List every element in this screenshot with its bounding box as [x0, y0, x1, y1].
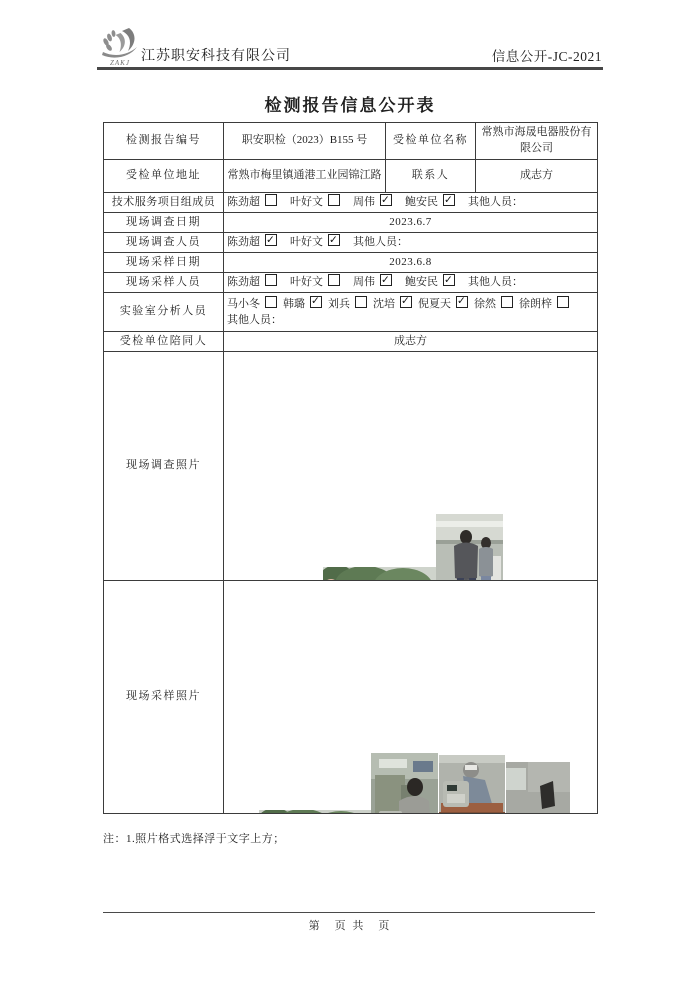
survey-date-label: 现场调查日期: [104, 213, 224, 233]
member-checkbox-unchecked[interactable]: [265, 274, 277, 286]
member-checkbox-checked[interactable]: [380, 274, 392, 286]
others-label: 其他人员：: [468, 196, 523, 209]
member-name: 叶好文: [290, 236, 323, 249]
member-name: 鲍安民: [405, 196, 438, 209]
member-checkbox-unchecked[interactable]: [501, 296, 513, 308]
workbench-instrument-photo: [439, 755, 505, 814]
footnote: 注：1.照片格式选择浮于文字上方；: [103, 833, 285, 845]
survey-staff-cell: [224, 233, 598, 253]
staff-member: [418, 298, 468, 310]
row-project-team: [104, 193, 598, 213]
lab-staff-cell: [224, 293, 598, 332]
member-name: 叶好文: [290, 196, 323, 209]
member-checkbox-checked[interactable]: [443, 194, 455, 206]
page-title: 检测报告信息公开表: [264, 96, 436, 115]
member-checkbox-unchecked[interactable]: [355, 296, 367, 308]
report-no-value: 职安职检（2023）B155 号: [224, 123, 386, 160]
staff-member: [405, 196, 455, 208]
report-no-label: 检测报告编号: [104, 123, 224, 160]
others-label: 其他人员：: [353, 236, 408, 249]
staff-member: [290, 276, 340, 288]
lab-staff-members: [227, 296, 594, 313]
lab-staff-label: 实验室分析人员: [104, 293, 224, 332]
page-header: [97, 28, 602, 66]
sampling-date-label: 现场采样日期: [104, 253, 224, 273]
footer-rule: [103, 912, 595, 913]
member-name: 陈劲超: [227, 276, 260, 289]
member-name: 徐朗梓: [519, 297, 552, 310]
staff-member: [373, 298, 412, 310]
member-name: 周伟: [353, 276, 375, 289]
sampling-photos-cell: [224, 581, 598, 814]
row-survey-date: [104, 213, 598, 233]
workshop-two-people-photo: [436, 514, 503, 581]
member-name: 徐然: [474, 297, 496, 310]
sampling-staff-members: [227, 276, 468, 288]
member-checkbox-unchecked[interactable]: [328, 274, 340, 286]
member-checkbox-checked[interactable]: [265, 234, 277, 246]
staff-member: [353, 276, 392, 288]
member-name: 周伟: [353, 196, 375, 209]
sampling-staff-cell: [224, 273, 598, 293]
unit-name-value: 常熟市海晟电器股份有限公司: [476, 123, 598, 160]
workshop-blue-machine-photo: [506, 762, 570, 814]
row-sampling-staff: [104, 273, 598, 293]
survey-staff-label: 现场调查人员: [104, 233, 224, 253]
others-label: 其他人员：: [468, 276, 523, 289]
member-name: 韩璐: [283, 297, 305, 310]
row-unit-address: [104, 160, 598, 193]
row-sampling-date: [104, 253, 598, 273]
others-label: 其他人员：: [227, 313, 282, 326]
row-sampling-photos: [104, 581, 598, 814]
staff-member: [405, 276, 455, 288]
member-name: 沈培: [373, 297, 395, 310]
escort-value: 成志方: [224, 332, 598, 352]
row-lab-staff: [104, 293, 598, 332]
row-report-no: [104, 123, 598, 160]
survey-staff-members: [227, 236, 353, 248]
row-survey-photos: [104, 352, 598, 581]
member-name: 陈劲超: [227, 236, 260, 249]
project-team-members: [227, 196, 468, 208]
member-checkbox-unchecked[interactable]: [557, 296, 569, 308]
sampling-photos-label: 现场采样照片: [104, 581, 224, 814]
staff-member: [290, 236, 340, 248]
project-team-cell: [224, 193, 598, 213]
member-checkbox-checked[interactable]: [310, 296, 322, 308]
member-checkbox-checked[interactable]: [400, 296, 412, 308]
project-team-label: 技术服务项目组成员: [104, 193, 224, 213]
unit-address-label: 受检单位地址: [104, 160, 224, 193]
company-logo: [97, 28, 143, 67]
unit-name-label: 受检单位名称: [386, 123, 476, 160]
company-name: 江苏职安科技有限公司: [141, 49, 291, 64]
factory-gate-photo: [323, 567, 436, 581]
member-checkbox-checked[interactable]: [328, 234, 340, 246]
member-name: 鲍安民: [405, 276, 438, 289]
logo-text: ZAKJ: [110, 59, 130, 67]
member-checkbox-unchecked[interactable]: [265, 296, 277, 308]
staff-member: [227, 298, 277, 310]
member-checkbox-unchecked[interactable]: [328, 194, 340, 206]
survey-photos-label: 现场调查照片: [104, 352, 224, 581]
member-name: 马小冬: [227, 297, 260, 310]
unit-address-value: 常熟市梅里镇通港工业园锦江路: [224, 160, 386, 193]
header-rule: [97, 67, 603, 70]
staff-member: [290, 196, 340, 208]
staff-member: [474, 298, 513, 310]
zhian-logo-icon: [99, 28, 141, 58]
member-name: 陈劲超: [227, 196, 260, 209]
staff-member: [227, 236, 277, 248]
contact-label: 联系人: [386, 160, 476, 193]
escort-label: 受检单位陪同人: [104, 332, 224, 352]
row-escort: [104, 332, 598, 352]
survey-date-value: 2023.6.7: [224, 213, 598, 233]
member-name: 刘兵: [328, 297, 350, 310]
staff-member: [283, 298, 322, 310]
staff-member: [519, 298, 569, 310]
contact-value: 成志方: [476, 160, 598, 193]
staff-member: [227, 196, 277, 208]
member-checkbox-checked[interactable]: [380, 194, 392, 206]
member-name: 叶好文: [290, 276, 323, 289]
doc-code: 信息公开-JC-2021: [491, 49, 602, 64]
row-survey-staff: [104, 233, 598, 253]
member-checkbox-checked[interactable]: [456, 296, 468, 308]
member-checkbox-checked[interactable]: [443, 274, 455, 286]
staff-member: [227, 276, 277, 288]
sampling-date-value: 2023.6.8: [224, 253, 598, 273]
footer-page-text: 第 页 共 页: [308, 920, 392, 932]
factory-gate-photo: [259, 810, 371, 814]
staff-member: [328, 298, 367, 310]
survey-photos-cell: [224, 352, 598, 581]
sampling-staff-label: 现场采样人员: [104, 273, 224, 293]
staff-member: [353, 196, 392, 208]
disclosure-form-table: [103, 122, 598, 814]
sampling-meter-photo: [371, 753, 438, 814]
member-name: 倪夏天: [418, 297, 451, 310]
member-checkbox-unchecked[interactable]: [265, 194, 277, 206]
